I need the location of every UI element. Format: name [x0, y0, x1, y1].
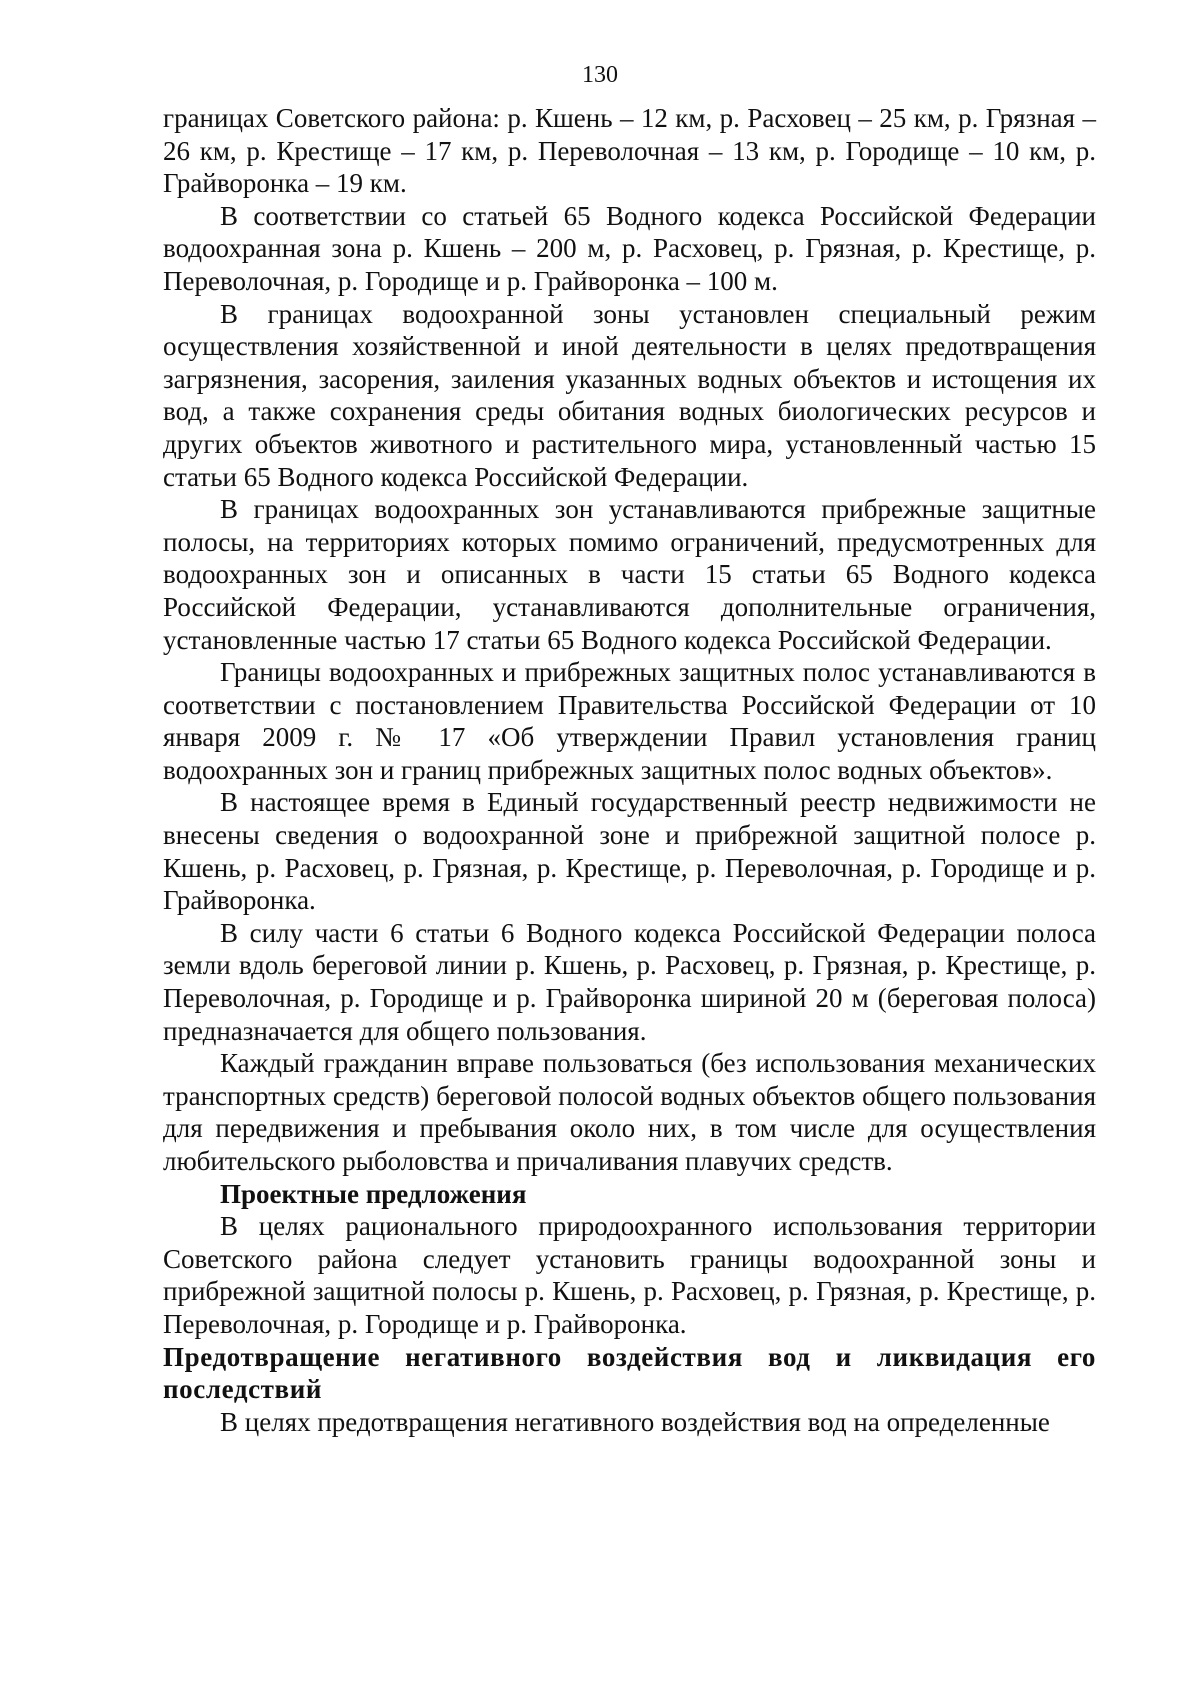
paragraph-river-lengths: границах Советского района: р. Кшень – 12 км, р. Расховец – 25 км, р. Грязная – 26 км, р. Крестище – 17 км, р. Переволочная – 13 км, р. Городище – 10 км, р. Грайворонка – 19 км.: [163, 103, 1096, 199]
paragraph-shore-strip: В силу части 6 статьи 6 Водного кодекса Российской Федерации полоса земли вдоль береговой линии р. Кшень, р. Расховец, р. Грязная, р. Крестище, р. Переволочная, р. Городище и р. Грайворонка шириной 20 м (береговая полоса) предназначается для общего пользования.: [163, 917, 1096, 1046]
paragraph-prevention: В целях предотвращения негативного воздействия вод на определенные: [220, 1406, 1050, 1437]
paragraph-special-regime: В границах водоохранной зоны установлен специальный режим осуществления хозяйственной и иной деятельности в целях предотвращения загрязнения, засорения, заиления указанных водных объектов и истощения их вод, а также сохранения среды обитания водных биологических ресурсов и других объектов животного и растительного мира, установленный частью 15 статьи 65 Водного кодекса Российской Федерации.: [163, 298, 1096, 492]
paragraph-registry-status: В настоящее время в Единый государственный реестр недвижимости не внесены сведения о водоохранной зоне и прибрежной защитной полосе р. Кшень, р. Расховец, р. Грязная, р. Крестище, р. Переволочная, р. Городище и р. Грайворонка.: [163, 787, 1096, 916]
paragraph-boundaries-resolution: Границы водоохранных и прибрежных защитных полос устанавливаются в соответствии с постановлением Правительства Российской Федерации от 10 января 2009 г. № 17 «Об утверждении Правил установления границ водоохранных зон и границ прибрежных защитных полос водных объектов».: [163, 657, 1096, 785]
paragraph-citizen-rights: Каждый гражданин вправе пользоваться (без использования механических транспортных средств) береговой полосой водных объектов общего пользования для передвижения и пребывания около них, в том числе для осуществления любительского рыболовства и причаливания плавучих средств.: [163, 1048, 1096, 1176]
paragraph-coastal-protective-strips: В границах водоохранных зон устанавливаются прибрежные защитные полосы, на территориях которых помимо ограничений, предусмотренных для водоохранных зон и описанных в части 15 статьи 65 Водного кодекса Российской Федерации, устанавливаются дополнительные ограничения, установленные частью 17 статьи 65 Водного кодекса Российской Федерации.: [163, 494, 1096, 655]
paragraph-proposals: В целях рационального природоохранного использования территории Советского района следует установить границы водоохранной зоны и прибрежной защитной полосы р. Кшень, р. Расховец, р. Грязная, р. Крестище, р. Переволочная, р. Городище и р. Грайворонка.: [163, 1211, 1096, 1339]
section-heading-prevention: Предотвращение негативного воздействия вод и ликвидация его последствий: [163, 1341, 1096, 1405]
page-number: 130: [582, 62, 618, 88]
paragraph-water-protection-zone-widths: В соответствии со статьей 65 Водного кодекса Российской Федерации водоохранная зона р. Кшень – 200 м, р. Расховец, р. Грязная, р. Крестище, р. Переволочная, р. Городище и р. Грайворонка – 100 м.: [163, 200, 1096, 296]
section-heading-proposals: Проектные предложения: [220, 1178, 527, 1209]
page-body: [163, 102, 1096, 1438]
